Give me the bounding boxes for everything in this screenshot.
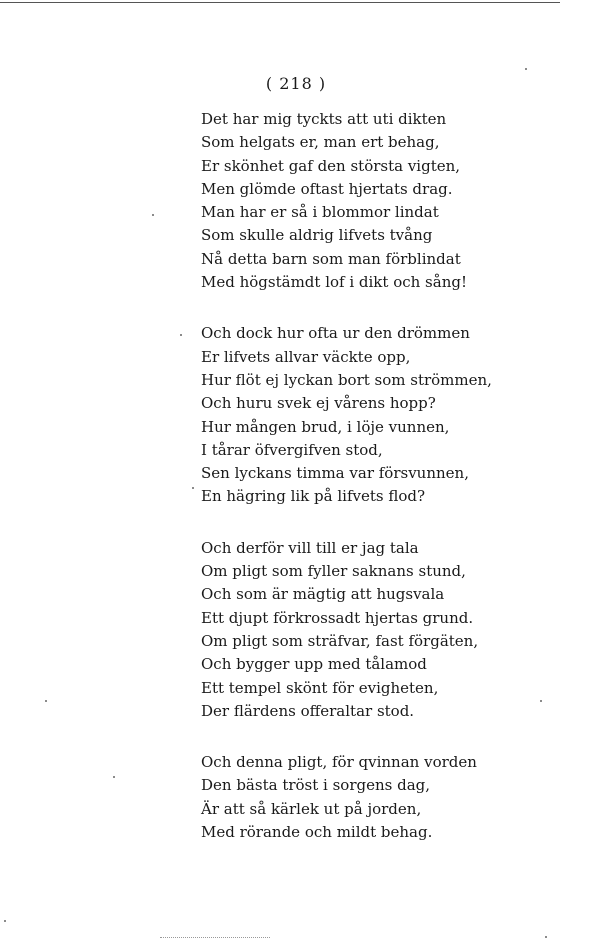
page-number: ( 218 ): [265, 74, 327, 93]
scan-speck: [525, 68, 527, 70]
poem-line: Er lifvets allvar väckte opp,: [201, 347, 411, 366]
poem-line: Ett tempel skönt för evigheten,: [201, 678, 439, 697]
poem-line: Ett djupt förkrossadt hjertas grund.: [201, 608, 474, 627]
scan-speck: [180, 334, 182, 336]
poem-line: Man har er så i blommor lindat: [201, 203, 439, 222]
poem-line: Sen lyckans timma var försvunnen,: [201, 464, 469, 483]
poem-line: Och denna pligt, för qvinnan vorden: [201, 753, 477, 772]
poem-line: Hur mången brud, i löje vunnen,: [201, 417, 450, 436]
poem-line: Som skulle aldrig lifvets tvång: [201, 226, 433, 245]
poem-line: Och bygger upp med tålamod: [201, 655, 427, 674]
poem-line: Som helgats er, man ert behag,: [201, 133, 440, 152]
scan-speck: [545, 936, 547, 938]
poem-line: Om pligt som sträfvar, fast förgäten,: [201, 631, 479, 650]
poem-line: Den bästa tröst i sorgens dag,: [201, 776, 431, 795]
poem-line: Och som är mägtig att hugsvala: [201, 585, 445, 604]
stanza-2: [201, 322, 521, 508]
scan-speck: [152, 214, 154, 216]
poem: [201, 108, 521, 872]
poem-line: Och derför vill till er jag tala: [201, 538, 419, 557]
top-edge-rule: [0, 2, 560, 3]
scan-speck: [4, 920, 6, 922]
stanza-4: [201, 751, 521, 844]
poem-line: Nå detta barn som man förblindat: [201, 249, 461, 268]
poem-line: I tårar öfvergifven stod,: [201, 440, 383, 459]
stanza-1: [201, 108, 521, 294]
poem-line: Om pligt som fyller saknans stund,: [201, 562, 466, 581]
poem-line: Det har mig tyckts att uti dikten: [201, 110, 447, 128]
poem-line: Hur flöt ej lyckan bort som strömmen,: [201, 370, 492, 389]
poem-line: Med rörande och mildt behag.: [201, 823, 433, 842]
scan-speck: [113, 776, 115, 778]
poem-line: En hägring lik på lifvets flod?: [201, 487, 426, 506]
scan-speck: [540, 700, 542, 702]
poem-line: Men glömde oftast hjertats drag.: [201, 179, 453, 198]
poem-line: Med högstämdt lof i dikt och sång!: [201, 273, 467, 292]
poem-line: Der flärdens offeraltar stod.: [201, 701, 415, 720]
poem-line: Och dock hur ofta ur den drömmen: [201, 324, 470, 343]
scan-speck: [192, 487, 194, 489]
poem-line: Och huru svek ej vårens hopp?: [201, 394, 436, 413]
stanza-3: [201, 537, 521, 723]
poem-line: Er skönhet gaf den största vigten,: [201, 156, 461, 175]
scan-speck: [45, 700, 47, 702]
poem-line: Är att så kärlek ut på jorden,: [201, 799, 422, 818]
bottom-edge-marks: [160, 937, 270, 938]
